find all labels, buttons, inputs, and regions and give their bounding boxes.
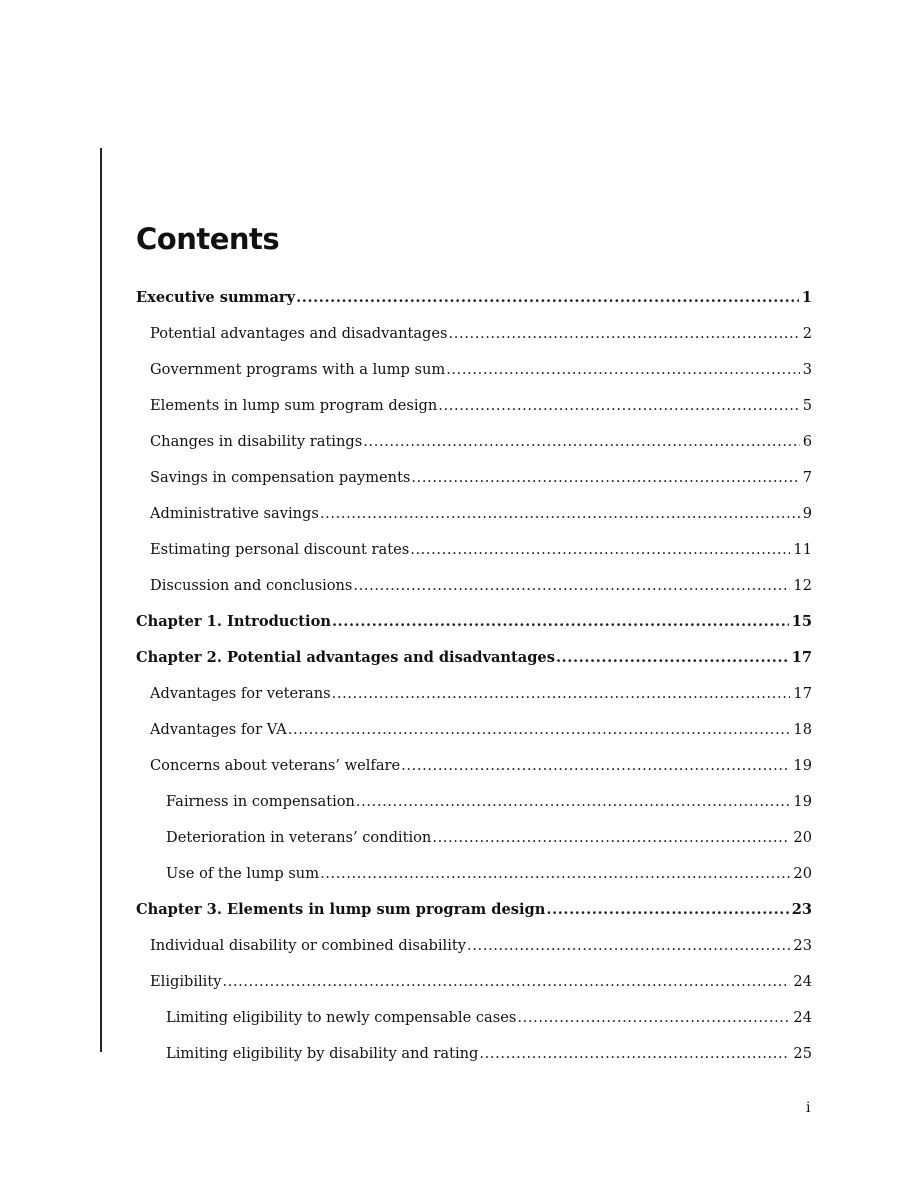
toc-dot-leader [432, 826, 790, 850]
toc-entry-page: 24 [793, 1009, 812, 1026]
toc-dot-leader [363, 430, 799, 454]
toc-entry-fairness-compensation[interactable] [136, 790, 812, 826]
toc-entry-eligibility-newly-compensable[interactable] [136, 1006, 812, 1042]
toc-entry-page: 17 [793, 685, 812, 702]
toc-entry-title: Changes in disability ratings [150, 433, 363, 450]
toc-entry-use-lump-sum[interactable] [136, 862, 812, 898]
toc-entry-page: 19 [793, 793, 812, 810]
toc-entry-title: Advantages for veterans [150, 685, 331, 702]
toc-entry-page: 20 [793, 829, 812, 846]
toc-entry-page: 23 [791, 901, 812, 918]
toc-dot-leader [479, 1042, 790, 1066]
page-title: Contents [136, 222, 280, 256]
toc-dot-leader [320, 502, 800, 526]
toc-entry-page: 6 [802, 433, 812, 450]
toc-entry-page: 20 [793, 865, 812, 882]
toc-dot-leader [356, 790, 791, 814]
toc-entry-title: Use of the lump sum [166, 865, 320, 882]
toc-entry-page: 11 [793, 541, 812, 558]
toc-entry-title: Eligibility [150, 973, 222, 990]
toc-entry-title: Individual disability or combined disability [150, 937, 467, 954]
toc-entry-title: Government programs with a lump sum [150, 361, 446, 378]
toc-entry-title: Chapter 2. Potential advantages and disadvantages [136, 649, 555, 666]
toc-dot-leader [332, 682, 791, 706]
toc-entry-title: Chapter 1. Introduction [136, 613, 331, 630]
toc-entry-title: Savings in compensation payments [150, 469, 411, 486]
toc-entry-eligibility[interactable] [136, 970, 812, 1006]
toc-dot-leader [410, 538, 790, 562]
toc-entry-page: 2 [802, 325, 812, 342]
margin-rule [100, 148, 102, 1052]
toc-entry-elements-program-design[interactable] [136, 394, 812, 430]
toc-entry-chapter-1[interactable] [136, 610, 812, 646]
toc-dot-leader [320, 862, 790, 886]
toc-entry-page: 9 [802, 505, 812, 522]
toc-dot-leader [449, 322, 800, 346]
toc-dot-leader [222, 970, 790, 994]
toc-dot-leader [446, 358, 800, 382]
toc-entry-page: 12 [793, 577, 812, 594]
toc-entry-potential-advantages[interactable] [136, 322, 812, 358]
toc-entry-savings-compensation[interactable] [136, 466, 812, 502]
toc-entry-page: 24 [793, 973, 812, 990]
table-of-contents [136, 286, 812, 1078]
toc-entry-page: 25 [793, 1045, 812, 1062]
toc-dot-leader [467, 934, 790, 958]
toc-entry-executive-summary[interactable] [136, 286, 812, 322]
toc-entry-title: Concerns about veterans’ welfare [150, 757, 401, 774]
toc-entry-title: Limiting eligibility to newly compensable cases [166, 1009, 517, 1026]
toc-entry-page: 19 [793, 757, 812, 774]
toc-entry-page: 1 [801, 289, 812, 306]
toc-entry-changes-disability-ratings[interactable] [136, 430, 812, 466]
page-number: i [806, 1100, 811, 1116]
toc-entry-chapter-3[interactable] [136, 898, 812, 934]
toc-entry-page: 23 [793, 937, 812, 954]
toc-dot-leader [546, 898, 788, 922]
toc-entry-individual-combined-disability[interactable] [136, 934, 812, 970]
toc-entry-title: Administrative savings [150, 505, 319, 522]
toc-entry-title: Discussion and conclusions [150, 577, 353, 594]
toc-entry-title: Chapter 3. Elements in lump sum program design [136, 901, 546, 918]
toc-entry-eligibility-disability-rating[interactable] [136, 1042, 812, 1078]
toc-dot-leader [401, 754, 790, 778]
toc-entry-advantages-veterans[interactable] [136, 682, 812, 718]
toc-dot-leader [353, 574, 790, 598]
toc-entry-deterioration-condition[interactable] [136, 826, 812, 862]
toc-entry-government-programs[interactable] [136, 358, 812, 394]
toc-entry-advantages-va[interactable] [136, 718, 812, 754]
toc-entry-page: 18 [793, 721, 812, 738]
toc-entry-title: Elements in lump sum program design [150, 397, 438, 414]
toc-entry-page: 5 [802, 397, 812, 414]
toc-entry-title: Limiting eligibility by disability and rating [166, 1045, 479, 1062]
toc-dot-leader [332, 610, 789, 634]
toc-dot-leader [556, 646, 789, 670]
toc-dot-leader [438, 394, 799, 418]
toc-entry-title: Advantages for VA [150, 721, 287, 738]
toc-entry-discount-rates[interactable] [136, 538, 812, 574]
toc-entry-page: 3 [802, 361, 812, 378]
toc-dot-leader [288, 718, 791, 742]
toc-entry-page: 15 [791, 613, 812, 630]
toc-entry-discussion-conclusions[interactable] [136, 574, 812, 610]
toc-entry-title: Estimating personal discount rates [150, 541, 410, 558]
toc-entry-title: Executive summary [136, 289, 296, 306]
toc-entry-title: Potential advantages and disadvantages [150, 325, 448, 342]
toc-entry-page: 7 [802, 469, 812, 486]
toc-entry-administrative-savings[interactable] [136, 502, 812, 538]
toc-entry-concerns-welfare[interactable] [136, 754, 812, 790]
toc-entry-chapter-2[interactable] [136, 646, 812, 682]
toc-entry-title: Deterioration in veterans’ condition [166, 829, 432, 846]
toc-dot-leader [517, 1006, 790, 1030]
toc-dot-leader [411, 466, 799, 490]
toc-dot-leader [296, 286, 799, 310]
toc-entry-page: 17 [791, 649, 812, 666]
toc-entry-title: Fairness in compensation [166, 793, 355, 810]
